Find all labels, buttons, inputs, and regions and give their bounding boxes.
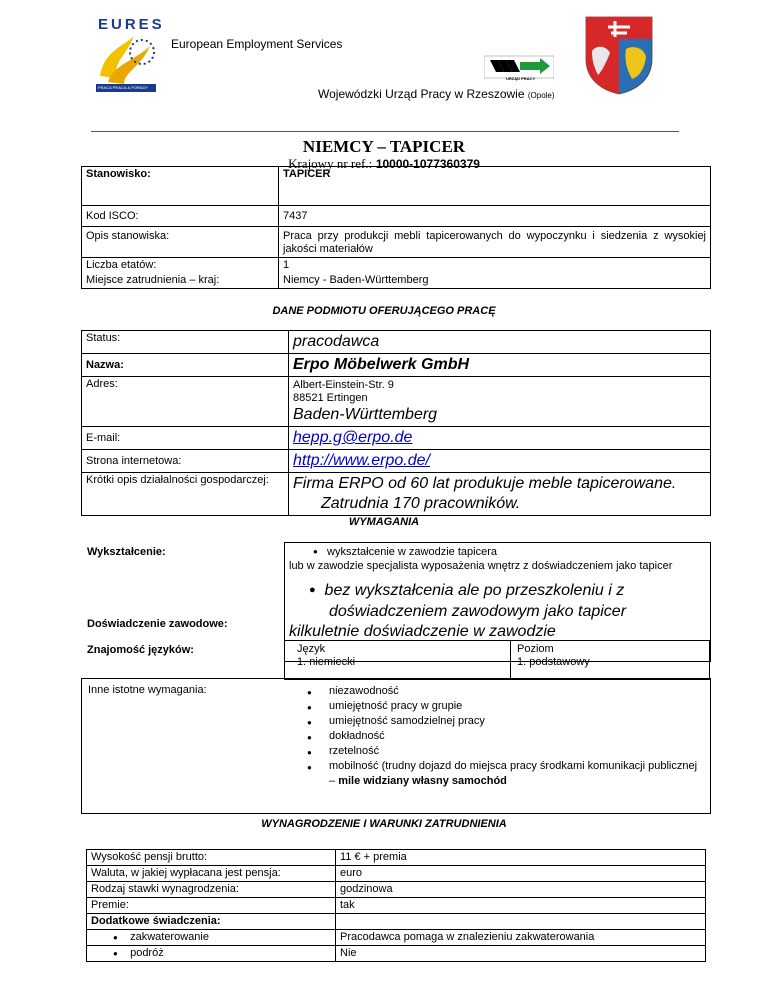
zakwaterowanie-value: Pracodawca pomaga w znalezieniu zakwaterowania — [336, 930, 706, 946]
salary-table — [86, 849, 706, 962]
table-row — [87, 882, 706, 898]
office-name-sub: (Opole) — [527, 91, 555, 100]
status-value: pracodawca — [289, 331, 711, 354]
miejsce-label: Miejsce zatrudnienia – kraj: — [82, 273, 279, 289]
header-divider — [91, 131, 679, 132]
bullet-icon: ● — [309, 584, 316, 596]
table-row — [82, 427, 711, 450]
employer-section-title: DANE PODMIOTU OFERUJĄCEGO PRACĘ — [272, 305, 496, 317]
employer-table — [81, 330, 711, 516]
mobilnosc-text: mobilność (trudny dojazd do miejsca pracy środkami komunikacji publicznej — [329, 760, 698, 772]
doswiadczenie-label: Doświadczenie zawodowe: — [87, 618, 228, 630]
nazwa-value: Erpo Möbelwerk GmbH — [289, 354, 711, 377]
wyksztalcenie-alt: lub w zawodzie specjalista wyposażenia wnętrz z doświadczeniem jako tapicer — [289, 560, 673, 572]
doswiadczenie-value: kilkuletnie doświadczenie w zawodzie — [289, 623, 556, 640]
poziom-header: Poziom — [517, 643, 554, 655]
list-item — [307, 759, 702, 789]
inne-list — [307, 684, 702, 789]
wup-logo-text: URZĄD PRACY — [506, 76, 536, 81]
salary-section-title: WYNAGRODZENIE I WARUNKI ZATRUDNIENIA — [261, 818, 507, 830]
nazwa-label: Nazwa: — [82, 354, 289, 377]
podroz-value: Nie — [336, 946, 706, 962]
opis-line1: Firma ERPO od 60 lat produkuje meble tapicerowane. — [293, 475, 677, 492]
poziom-cell — [509, 640, 710, 680]
adres-line1: Albert-Einstein-Str. 9 — [293, 379, 394, 391]
office-name-text: Wojewódzki Urząd Pracy w Rzeszowie — [318, 87, 525, 101]
eures-logo-subtext: PRACA PRACA & PORADY — [98, 85, 149, 90]
isco-label: Kod ISCO: — [82, 206, 279, 227]
eures-logo-text: EURES — [98, 16, 165, 33]
office-name — [318, 87, 555, 101]
waluta-value: euro — [336, 866, 706, 882]
zakwaterowanie-label — [87, 930, 336, 946]
ref-label: Krajowy nr ref.: — [288, 156, 373, 171]
waluta-label: Waluta, w jakiej wypłacana jest pensja: — [87, 866, 336, 882]
www-label: Strona internetowa: — [82, 450, 289, 473]
email-label: E-mail: — [82, 427, 289, 450]
table-row — [87, 914, 706, 930]
adres-line3: Baden-Württemberg — [293, 406, 438, 423]
zakwaterowanie-text: zakwaterowanie — [130, 931, 209, 943]
table-row — [82, 206, 711, 227]
bullet-icon: ● — [113, 949, 118, 958]
status-label: Status: — [82, 331, 289, 354]
other-requirements-box — [81, 678, 711, 814]
jezyk-header: Język — [297, 643, 326, 655]
opis-value: Praca przy produkcji mebli tapicerowanych do wypoczynku i siedzenia z wysokiej jakości materiałów — [279, 227, 711, 258]
position-table — [81, 166, 711, 289]
table-row — [82, 258, 711, 274]
opis-line2: Zatrudnia 170 pracowników. — [321, 495, 521, 512]
table-row — [82, 473, 711, 516]
wup-logo — [484, 52, 554, 82]
podroz-label — [87, 946, 336, 962]
coat-of-arms — [584, 15, 654, 95]
opis-label: Opis stanowiska: — [82, 227, 279, 258]
jezyk-value: 1. niemiecki — [297, 656, 356, 668]
etaty-label: Liczba etatów: — [82, 258, 279, 274]
www-value — [289, 450, 711, 473]
wyksztalcenie-item-text: wykształcenie w zawodzie tapicera — [327, 546, 497, 558]
podroz-text: podróż — [130, 947, 164, 959]
adres-line2: 88521 Ertingen — [293, 392, 368, 404]
inne-label: Inne istotne wymagania: — [88, 684, 207, 696]
isco-value: 7437 — [279, 206, 711, 227]
table-row — [87, 850, 706, 866]
list-item: ● niezawodność — [307, 684, 702, 699]
table-row — [87, 866, 706, 882]
eures-logo — [94, 16, 165, 94]
table-row — [82, 167, 711, 206]
list-item: ● umiejętność pracy w grupie — [307, 699, 702, 714]
table-row — [87, 898, 706, 914]
table-row — [87, 930, 706, 946]
wyksztalcenie-big — [309, 581, 626, 622]
page-title: NIEMCY – TAPICER — [302, 137, 466, 156]
table-row — [87, 946, 706, 962]
email-value — [289, 427, 711, 450]
email-link[interactable]: hepp.g@erpo.de — [293, 429, 413, 446]
org-name: European Employment Services — [171, 37, 343, 51]
list-item: ● rzetelność — [307, 744, 702, 759]
dodatkowe-value — [336, 914, 706, 930]
list-item: ● umiejętność samodzielnej pracy — [307, 714, 702, 729]
stanowisko-value: TAPICER — [279, 167, 711, 206]
jezyk-cell — [284, 640, 511, 680]
stawka-label: Rodzaj stawki wynagrodzenia: — [87, 882, 336, 898]
table-row — [82, 227, 711, 258]
opis-dzialalnosci-label: Krótki opis działalności gospodarczej: — [82, 473, 289, 516]
table-row — [82, 450, 711, 473]
pensja-label: Wysokość pensji brutto: — [87, 850, 336, 866]
website-link[interactable]: http://www.erpo.de/ — [293, 452, 430, 469]
opis-dzialalnosci-value — [289, 473, 711, 516]
dodatkowe-label: Dodatkowe świadczenia: — [87, 914, 336, 930]
mobilnosc-car: mile widziany własny samochód — [338, 775, 507, 787]
premie-label: Premie: — [87, 898, 336, 914]
mobilnosc-dash: – — [329, 775, 339, 787]
table-row — [82, 354, 711, 377]
list-item: ● dokładność — [307, 729, 702, 744]
table-row — [82, 377, 711, 427]
wyksztalcenie-big-line1: bez wykształcenia ale po przeszkoleniu i z — [324, 582, 625, 599]
ref-value: 10000-1077360379 — [375, 157, 480, 171]
stawka-value: godzinowa — [336, 882, 706, 898]
etaty-value: 1 — [279, 258, 711, 274]
miejsce-value: Niemcy - Baden-Württemberg — [279, 273, 711, 289]
poziom-value: 1. podstawowy — [517, 656, 590, 668]
adres-label: Adres: — [82, 377, 289, 427]
premie-value: tak — [336, 898, 706, 914]
wyksztalcenie-big-line2: doświadczeniem zawodowym jako tapicer — [329, 603, 627, 620]
jezyki-label: Znajomość języków: — [87, 644, 194, 656]
bullet-icon: ● — [113, 933, 118, 942]
requirements-box — [81, 542, 711, 812]
wyksztalcenie-item — [313, 546, 497, 558]
requirements-section-title: WYMAGANIA — [348, 516, 420, 528]
bullet-icon: ● — [313, 547, 318, 556]
table-row — [82, 273, 711, 289]
table-row — [82, 331, 711, 354]
adres-value — [289, 377, 711, 427]
wyksztalcenie-label: Wykształcenie: — [87, 546, 166, 558]
stanowisko-label: Stanowisko: — [82, 167, 279, 206]
pensja-value: 11 € + premia — [336, 850, 706, 866]
